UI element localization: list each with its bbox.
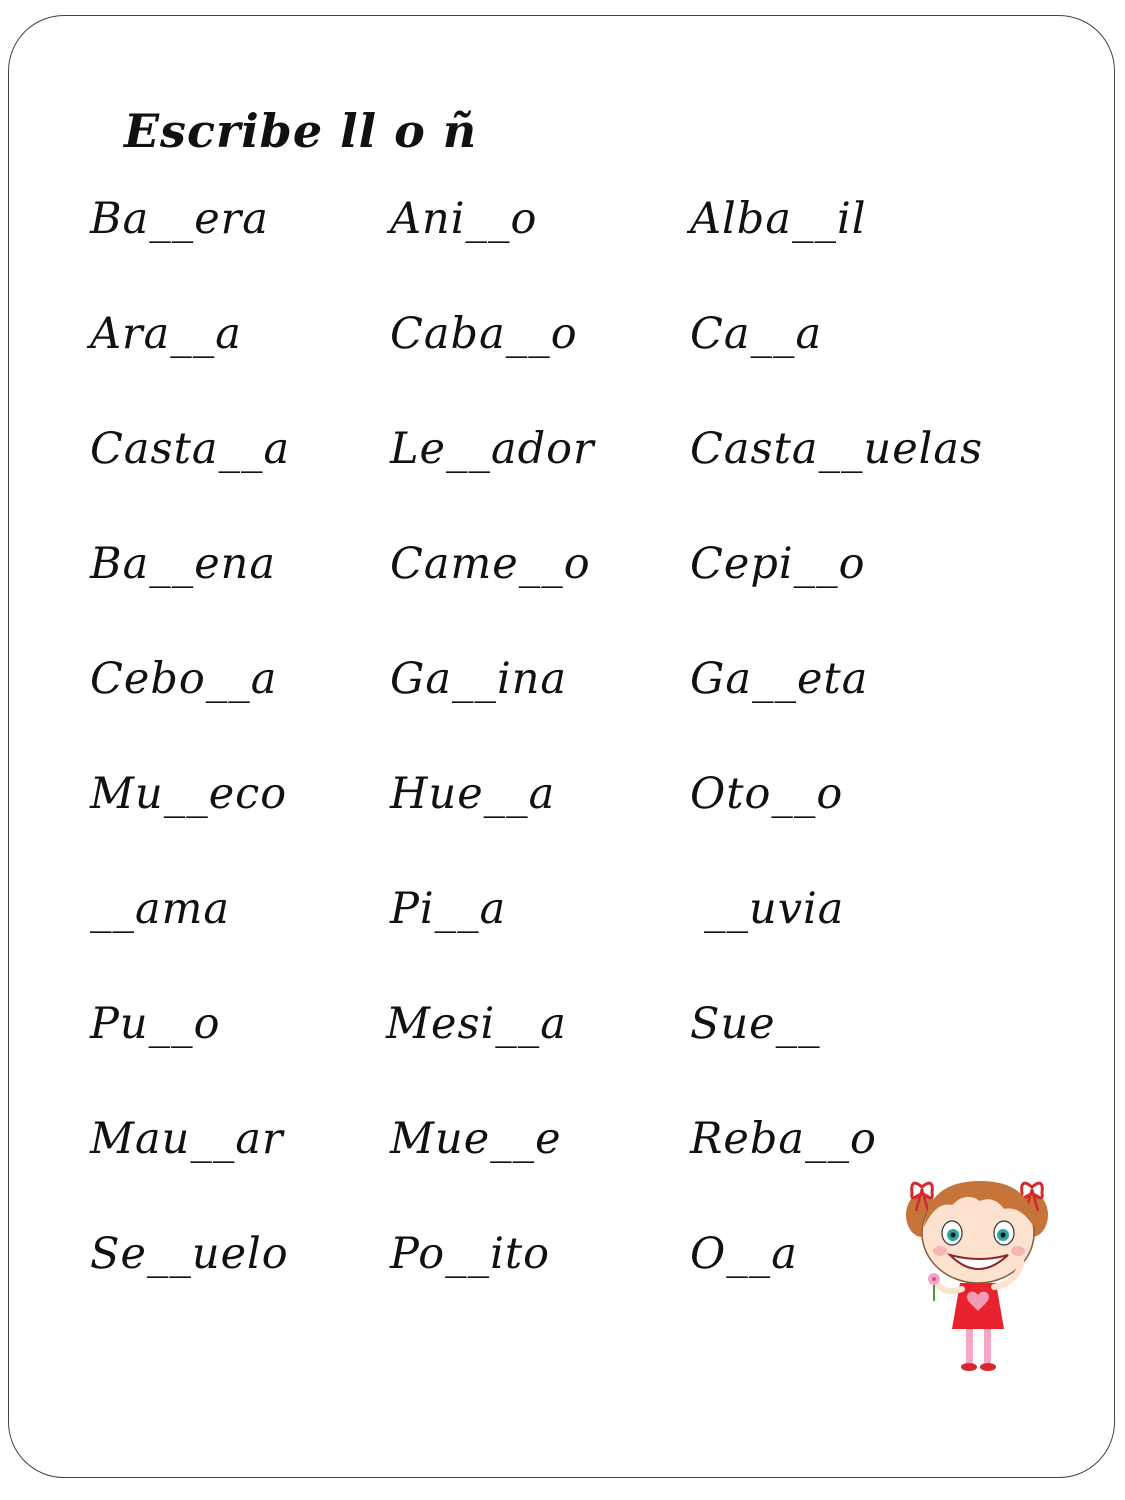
word-item: Alba__il (690, 194, 867, 244)
word-item: Mue__e (390, 1114, 562, 1164)
word-item: Ba__era (90, 194, 269, 244)
word-item: Ba__ena (90, 539, 277, 589)
worksheet-title: Escribe ll o ñ (124, 104, 478, 158)
word-item: Cebo__a (90, 654, 278, 704)
word-item: Ca__a (690, 309, 823, 359)
word-item: Mau__ar (90, 1114, 284, 1164)
word-item: Le__ador (390, 424, 595, 474)
word-item: Sue__ (690, 999, 821, 1049)
word-item: Pu__o (90, 999, 221, 1049)
word-item: O__a (690, 1229, 798, 1279)
word-item: __ama (90, 884, 231, 934)
word-item: Casta__a (90, 424, 291, 474)
word-item: Cepi__o (690, 539, 866, 589)
word-item: Po__ito (390, 1229, 550, 1279)
word-item: Mesi__a (386, 999, 567, 1049)
word-item: Ga__eta (690, 654, 869, 704)
word-item: Se__uelo (90, 1229, 289, 1279)
word-item: Came__o (390, 539, 591, 589)
girl-illustration (900, 1175, 1060, 1390)
word-item: __uvia (704, 884, 845, 934)
word-item: Ga__ina (390, 654, 568, 704)
word-item: Ani__o (390, 194, 538, 244)
word-item: Oto__o (690, 769, 844, 819)
word-item: Pi__a (390, 884, 507, 934)
word-item: Caba__o (390, 309, 578, 359)
word-item: Hue__a (390, 769, 556, 819)
word-item: Ara__a (90, 309, 242, 359)
word-item: Casta__uelas (690, 424, 984, 474)
word-item: Mu__eco (90, 769, 288, 819)
word-item: Reba__o (690, 1114, 877, 1164)
